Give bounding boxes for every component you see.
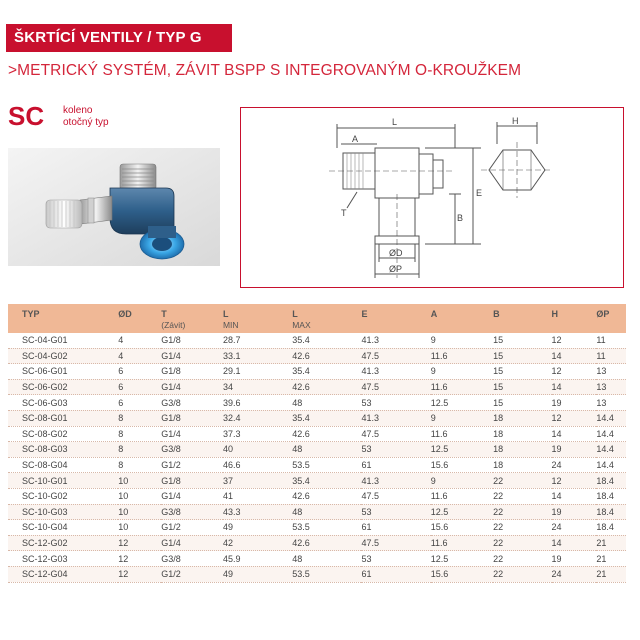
table-cell: 49 bbox=[223, 566, 292, 582]
col-header-l-min: L bbox=[223, 304, 292, 320]
col-header-e: E bbox=[361, 304, 430, 320]
table-cell: 37.3 bbox=[223, 426, 292, 442]
col-subheader bbox=[596, 320, 626, 333]
table-cell: G1/4 bbox=[161, 348, 223, 364]
table-cell: 21 bbox=[596, 535, 626, 551]
table-cell: SC-12-G04 bbox=[8, 566, 118, 582]
table-cell: 21 bbox=[596, 551, 626, 567]
model-description bbox=[63, 105, 109, 129]
table-cell: 13 bbox=[596, 364, 626, 380]
table-cell: 48 bbox=[292, 504, 361, 520]
table-cell: 47.5 bbox=[361, 488, 430, 504]
table-cell: 47.5 bbox=[361, 348, 430, 364]
table-cell: 18 bbox=[493, 410, 551, 426]
table-cell: 11.6 bbox=[431, 379, 493, 395]
table-cell: 15 bbox=[493, 379, 551, 395]
table-cell: 35.4 bbox=[292, 473, 361, 489]
table-cell: 8 bbox=[118, 426, 161, 442]
table-cell: 40 bbox=[223, 442, 292, 458]
table-cell: 6 bbox=[118, 364, 161, 380]
table-cell: 32.4 bbox=[223, 410, 292, 426]
table-cell: 18.4 bbox=[596, 488, 626, 504]
table-cell: 11.6 bbox=[431, 426, 493, 442]
table-cell: G1/8 bbox=[161, 333, 223, 348]
table-cell: 28.7 bbox=[223, 333, 292, 348]
table-cell: 6 bbox=[118, 395, 161, 411]
table-cell: 53.5 bbox=[292, 520, 361, 536]
table-cell: G1/4 bbox=[161, 535, 223, 551]
col-header-t: T bbox=[161, 304, 223, 320]
table-cell: 11.6 bbox=[431, 348, 493, 364]
table-cell: 53.5 bbox=[292, 566, 361, 582]
table-cell: 49 bbox=[223, 520, 292, 536]
table-cell: SC-12-G03 bbox=[8, 551, 118, 567]
table-cell: 47.5 bbox=[361, 426, 430, 442]
table-cell: 11 bbox=[596, 348, 626, 364]
table-cell: 42.6 bbox=[292, 348, 361, 364]
table-cell: 12.5 bbox=[431, 395, 493, 411]
table-cell: 14 bbox=[552, 426, 597, 442]
dim-label-b: B bbox=[457, 213, 464, 223]
table-cell: 35.4 bbox=[292, 333, 361, 348]
table-cell: 41.3 bbox=[361, 410, 430, 426]
dim-label-p: ØP bbox=[389, 264, 403, 274]
table-cell: 15 bbox=[493, 348, 551, 364]
table-cell: 34 bbox=[223, 379, 292, 395]
table-subheader-row bbox=[8, 320, 626, 333]
table-cell: 48 bbox=[292, 442, 361, 458]
table-cell: 10 bbox=[118, 504, 161, 520]
table-cell: 8 bbox=[118, 410, 161, 426]
table-cell: 14 bbox=[552, 379, 597, 395]
model-desc-line1: koleno bbox=[63, 105, 93, 116]
table-cell: 14.4 bbox=[596, 426, 626, 442]
table-cell: G1/4 bbox=[161, 488, 223, 504]
table-row bbox=[8, 551, 626, 567]
col-subheader bbox=[552, 320, 597, 333]
spec-table bbox=[8, 304, 626, 583]
col-header-b: B bbox=[493, 304, 551, 320]
table-cell: 11.6 bbox=[431, 535, 493, 551]
col-subheader-max: MAX bbox=[292, 320, 361, 333]
table-cell: SC-08-G01 bbox=[8, 410, 118, 426]
table-cell: 13 bbox=[596, 395, 626, 411]
table-cell: 18.4 bbox=[596, 520, 626, 536]
dim-label-e: E bbox=[476, 188, 483, 198]
table-cell: 22 bbox=[493, 488, 551, 504]
table-cell: G1/2 bbox=[161, 457, 223, 473]
table-cell: 41.3 bbox=[361, 364, 430, 380]
table-row bbox=[8, 348, 626, 364]
table-cell: 14.4 bbox=[596, 410, 626, 426]
table-cell: SC-08-G04 bbox=[8, 457, 118, 473]
table-cell: 61 bbox=[361, 566, 430, 582]
table-cell: 41.3 bbox=[361, 473, 430, 489]
table-cell: 41 bbox=[223, 488, 292, 504]
table-cell: 14.4 bbox=[596, 442, 626, 458]
dim-label-h: H bbox=[512, 116, 519, 126]
table-cell: 12 bbox=[552, 410, 597, 426]
table-cell: 22 bbox=[493, 520, 551, 536]
table-cell: 24 bbox=[552, 566, 597, 582]
table-cell: 9 bbox=[431, 364, 493, 380]
table-cell: 9 bbox=[431, 410, 493, 426]
table-cell: 22 bbox=[493, 473, 551, 489]
table-cell: 53 bbox=[361, 504, 430, 520]
table-cell: G1/8 bbox=[161, 410, 223, 426]
col-subheader bbox=[361, 320, 430, 333]
table-cell: 13 bbox=[596, 379, 626, 395]
table-cell: 15 bbox=[493, 395, 551, 411]
table-cell: 18.4 bbox=[596, 473, 626, 489]
table-cell: SC-06-G02 bbox=[8, 379, 118, 395]
table-cell: 14 bbox=[552, 488, 597, 504]
table-cell: SC-10-G01 bbox=[8, 473, 118, 489]
table-cell: 53 bbox=[361, 395, 430, 411]
table-row bbox=[8, 504, 626, 520]
table-cell: 61 bbox=[361, 457, 430, 473]
table-cell: 53 bbox=[361, 551, 430, 567]
table-row bbox=[8, 410, 626, 426]
table-cell: G3/8 bbox=[161, 504, 223, 520]
col-subheader bbox=[493, 320, 551, 333]
table-cell: 12 bbox=[118, 566, 161, 582]
table-cell: 37 bbox=[223, 473, 292, 489]
table-cell: 41.3 bbox=[361, 333, 430, 348]
table-cell: 33.1 bbox=[223, 348, 292, 364]
table-cell: 46.6 bbox=[223, 457, 292, 473]
col-header-op: ØP bbox=[596, 304, 626, 320]
table-cell: 21 bbox=[596, 566, 626, 582]
table-row bbox=[8, 395, 626, 411]
table-cell: SC-12-G02 bbox=[8, 535, 118, 551]
table-cell: 42.6 bbox=[292, 488, 361, 504]
table-cell: G3/8 bbox=[161, 442, 223, 458]
table-cell: 45.9 bbox=[223, 551, 292, 567]
table-cell: 19 bbox=[552, 395, 597, 411]
table-header-row bbox=[8, 304, 626, 320]
table-cell: 53 bbox=[361, 442, 430, 458]
table-cell: SC-04-G01 bbox=[8, 333, 118, 348]
table-cell: SC-10-G04 bbox=[8, 520, 118, 536]
table-cell: 48 bbox=[292, 551, 361, 567]
table-cell: 6 bbox=[118, 379, 161, 395]
dim-label-d: ØD bbox=[389, 248, 403, 258]
table-row bbox=[8, 379, 626, 395]
table-cell: 14 bbox=[552, 535, 597, 551]
table-cell: G1/2 bbox=[161, 566, 223, 582]
table-cell: 24 bbox=[552, 520, 597, 536]
table-cell: 12.5 bbox=[431, 504, 493, 520]
table-cell: G1/2 bbox=[161, 520, 223, 536]
col-subheader bbox=[431, 320, 493, 333]
table-cell: 15.6 bbox=[431, 457, 493, 473]
table-cell: 48 bbox=[292, 395, 361, 411]
table-cell: 12 bbox=[118, 551, 161, 567]
table-cell: SC-10-G02 bbox=[8, 488, 118, 504]
table-cell: 47.5 bbox=[361, 379, 430, 395]
section-title: ŠKRTÍCÍ VENTILY / TYP G bbox=[6, 24, 232, 52]
table-cell: 18 bbox=[493, 442, 551, 458]
table-cell: 11 bbox=[596, 333, 626, 348]
col-subheader bbox=[118, 320, 161, 333]
table-row bbox=[8, 520, 626, 536]
table-cell: 47.5 bbox=[361, 535, 430, 551]
table-cell: 53.5 bbox=[292, 457, 361, 473]
table-cell: 35.4 bbox=[292, 410, 361, 426]
table-row bbox=[8, 364, 626, 380]
table-cell: 10 bbox=[118, 520, 161, 536]
table-cell: 29.1 bbox=[223, 364, 292, 380]
table-cell: 8 bbox=[118, 457, 161, 473]
table-cell: 15 bbox=[493, 364, 551, 380]
table-row bbox=[8, 488, 626, 504]
table-row bbox=[8, 535, 626, 551]
table-cell: 24 bbox=[552, 457, 597, 473]
product-photo bbox=[8, 148, 220, 266]
table-cell: 12 bbox=[118, 535, 161, 551]
table-cell: 12.5 bbox=[431, 442, 493, 458]
table-cell: 35.4 bbox=[292, 364, 361, 380]
table-row bbox=[8, 426, 626, 442]
table-cell: G1/8 bbox=[161, 364, 223, 380]
table-cell: 15.6 bbox=[431, 566, 493, 582]
dim-label-t: T bbox=[341, 208, 347, 218]
table-cell: 10 bbox=[118, 473, 161, 489]
table-cell: SC-06-G01 bbox=[8, 364, 118, 380]
table-cell: SC-04-G02 bbox=[8, 348, 118, 364]
table-cell: 12.5 bbox=[431, 551, 493, 567]
table-cell: G3/8 bbox=[161, 395, 223, 411]
table-row bbox=[8, 473, 626, 489]
table-cell: 19 bbox=[552, 551, 597, 567]
table-cell: 42 bbox=[223, 535, 292, 551]
table-cell: 42.6 bbox=[292, 379, 361, 395]
table-cell: 12 bbox=[552, 473, 597, 489]
technical-drawing bbox=[240, 107, 624, 288]
table-cell: 12 bbox=[552, 364, 597, 380]
table-row bbox=[8, 442, 626, 458]
col-subheader bbox=[8, 320, 118, 333]
table-cell: 14 bbox=[552, 348, 597, 364]
col-header-a: A bbox=[431, 304, 493, 320]
model-desc-line2: otočný typ bbox=[63, 117, 109, 128]
table-cell: 8 bbox=[118, 442, 161, 458]
table-cell: 9 bbox=[431, 333, 493, 348]
dim-label-a: A bbox=[352, 134, 359, 144]
table-cell: SC-08-G02 bbox=[8, 426, 118, 442]
table-cell: 11.6 bbox=[431, 488, 493, 504]
table-cell: 18 bbox=[493, 457, 551, 473]
table-cell: 19 bbox=[552, 442, 597, 458]
table-cell: 10 bbox=[118, 488, 161, 504]
table-cell: SC-08-G03 bbox=[8, 442, 118, 458]
table-row bbox=[8, 333, 626, 348]
col-header-od: ØD bbox=[118, 304, 161, 320]
table-cell: 14.4 bbox=[596, 457, 626, 473]
col-header-typ: TYP bbox=[8, 304, 118, 320]
table-cell: 43.3 bbox=[223, 504, 292, 520]
table-cell: 22 bbox=[493, 551, 551, 567]
table-cell: 61 bbox=[361, 520, 430, 536]
table-cell: 12 bbox=[552, 333, 597, 348]
col-subheader-zavit: (Závit) bbox=[161, 320, 223, 333]
table-cell: 18.4 bbox=[596, 504, 626, 520]
table-cell: G1/4 bbox=[161, 379, 223, 395]
table-cell: 42.6 bbox=[292, 426, 361, 442]
table-cell: 18 bbox=[493, 426, 551, 442]
table-cell: 4 bbox=[118, 348, 161, 364]
table-cell: G1/4 bbox=[161, 426, 223, 442]
table-cell: G3/8 bbox=[161, 551, 223, 567]
table-cell: 42.6 bbox=[292, 535, 361, 551]
table-cell: 22 bbox=[493, 535, 551, 551]
col-subheader-min: MIN bbox=[223, 320, 292, 333]
col-header-h: H bbox=[552, 304, 597, 320]
table-cell: 22 bbox=[493, 566, 551, 582]
table-cell: 15.6 bbox=[431, 520, 493, 536]
table-cell: 39.6 bbox=[223, 395, 292, 411]
table-cell: 15 bbox=[493, 333, 551, 348]
col-header-l-max: L bbox=[292, 304, 361, 320]
table-cell: SC-06-G03 bbox=[8, 395, 118, 411]
table-body bbox=[8, 333, 626, 582]
table-cell: 4 bbox=[118, 333, 161, 348]
dim-label-l: L bbox=[392, 117, 398, 127]
table-row bbox=[8, 566, 626, 582]
table-row bbox=[8, 457, 626, 473]
table-cell: 22 bbox=[493, 504, 551, 520]
table-cell: G1/8 bbox=[161, 473, 223, 489]
table-cell: 19 bbox=[552, 504, 597, 520]
model-code: SC bbox=[8, 101, 45, 131]
table-cell: SC-10-G03 bbox=[8, 504, 118, 520]
table-cell: 9 bbox=[431, 473, 493, 489]
section-subtitle: >METRICKÝ SYSTÉM, ZÁVIT BSPP S INTEGROVANÝM O-KROUŽKEM bbox=[8, 62, 522, 79]
